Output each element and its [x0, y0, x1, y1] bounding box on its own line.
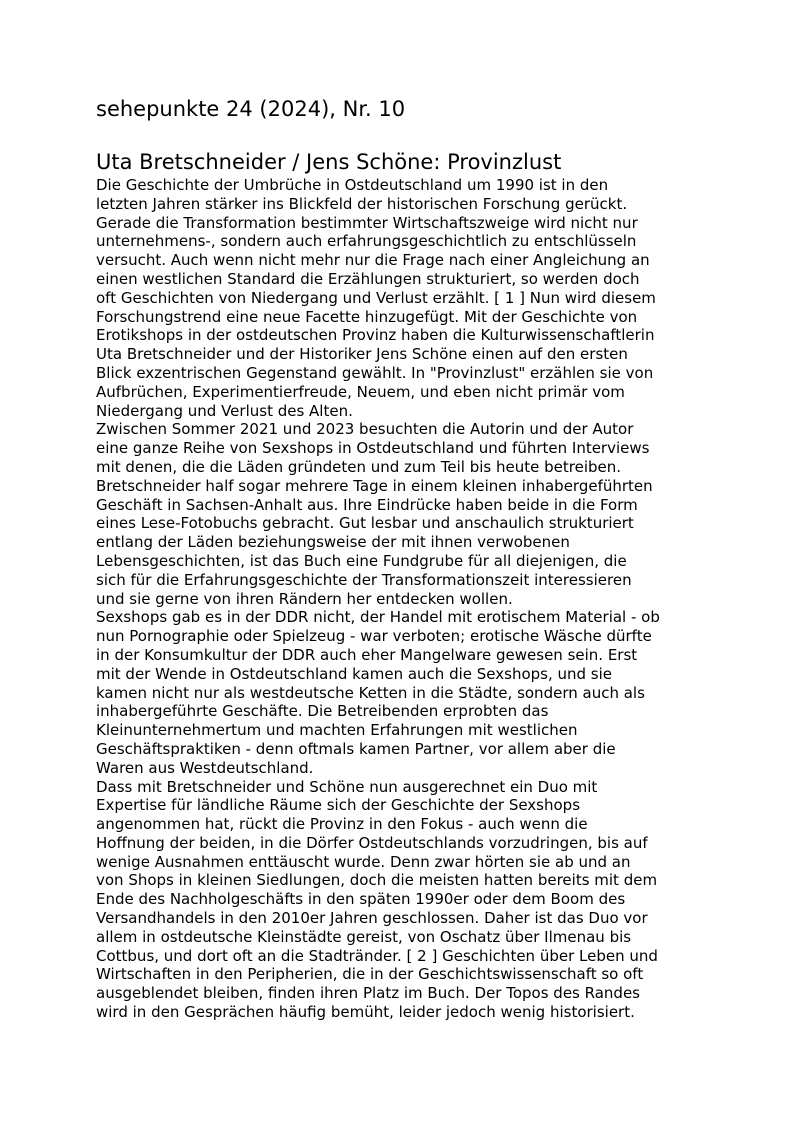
paragraph-4: Dass mit Bretschneider und Schöne nun ausgerechnet ein Duo mit Expertise für ländliche Räume sich der Geschichte der Sexshops angenommen hat, rückt die Provinz in den Fokus - auch wenn die Hoffnung der beiden, in die Dörfer Ostdeutschlands vorzudringen, bis auf wenige Ausnahmen enttäuscht wurde. Denn zwar hörten sie ab und an von Shops in kleinen Siedlungen, doch die meisten hatten bereits mit dem Ende des Nachholgeschäfts in den späten 1990er oder dem Boom des Versandhandels in den 2010er Jahren geschlossen. Daher ist das Duo vor allem in ostdeutsche Kleinstädte gereist, von Oschatz über Ilmenau bis Cottbus, und dort oft an die Stadtränder. [ 2 ] Geschichten über Leben und Wirtschaften in den Peripherien, die in der Geschichtswissenschaft so oft ausgeblendet bleiben, finden ihren Platz im Buch. Der Topos des Randes wird in den Gesprächen häufig bemüht, leider jedoch wenig historisiert. [96, 777, 658, 1022]
document-page [96, 95, 706, 1022]
paragraph-2: Zwischen Sommer 2021 und 2023 besuchten die Autorin und der Autor eine ganze Reihe von Sexshops in Ostdeutschland und führten Interviews mit denen, die die Läden gründeten und zum Teil bis heute betreiben. Bretschneider half sogar mehrere Tage in einem kleinen inhabergeführten Geschäft in Sachsen-Anhalt aus. Ihre Eindrücke haben beide in die Form eines Lese-Fotobuchs gebracht. Gut lesbar und anschaulich strukturiert entlang der Läden beziehungsweise der mit ihnen verwobenen Lebensgeschichten, ist das Buch eine Fundgrube für all diejenigen, die sich für die Erfahrungsgeschichte der Transformationszeit interessieren und sie gerne von ihren Rändern her entdecken wollen. [96, 420, 653, 608]
journal-issue-heading: sehepunkte 24 (2024), Nr. 10 [96, 97, 406, 121]
paragraph-1: Die Geschichte der Umbrüche in Ostdeutschland um 1990 ist in den letzten Jahren stärker ins Blickfeld der historischen Forschung gerückt. Gerade die Transformation bestimmter Wirtschaftszweige wird nicht nur unternehmens-, sondern auch erfahrungsgeschichtlich zu entschlüsseln versucht. Auch wenn nicht mehr nur die Frage nach einer Angleichung an einen westlichen Standard die Erzählungen strukturiert, so werden doch oft Geschichten von Niedergang und Verlust erzählt. [ 1 ] Nun wird diesem Forschungstrend eine neue Facette hinzugefügt. Mit der Geschichte von Erotikshops in der ostdeutschen Provinz haben die Kulturwissenschaftlerin Uta Bretschneider und der Historiker Jens Schöne einen auf den ersten Blick exzentrischen Gegenstand gewählt. In "Provinzlust" erzählen sie von Aufbrüchen, Experimentierfreude, Neuem, und eben nicht primär vom Niedergang und Verlust des Alten. [96, 176, 656, 420]
article-title: Uta Bretschneider / Jens Schöne: Provinzlust [96, 150, 562, 174]
article-body [96, 176, 706, 1022]
paragraph-3: Sexshops gab es in der DDR nicht, der Handel mit erotischem Material - ob nun Pornographie oder Spielzeug - war verboten; erotische Wäsche dürfte in der Konsumkultur der DDR auch eher Mangelware gewesen sein. Erst mit der Wende in Ostdeutschland kamen auch die Sexshops, und sie kamen nicht nur als westdeutsche Ketten in die Städte, sondern auch als inhabergeführte Geschäfte. Die Betreibenden erprobten das Kleinunternehmertum und machten Erfahrungen mit westlichen Geschäftspraktiken - denn oftmals kamen Partner, vor allem aber die Waren aus Westdeutschland. [96, 608, 660, 777]
